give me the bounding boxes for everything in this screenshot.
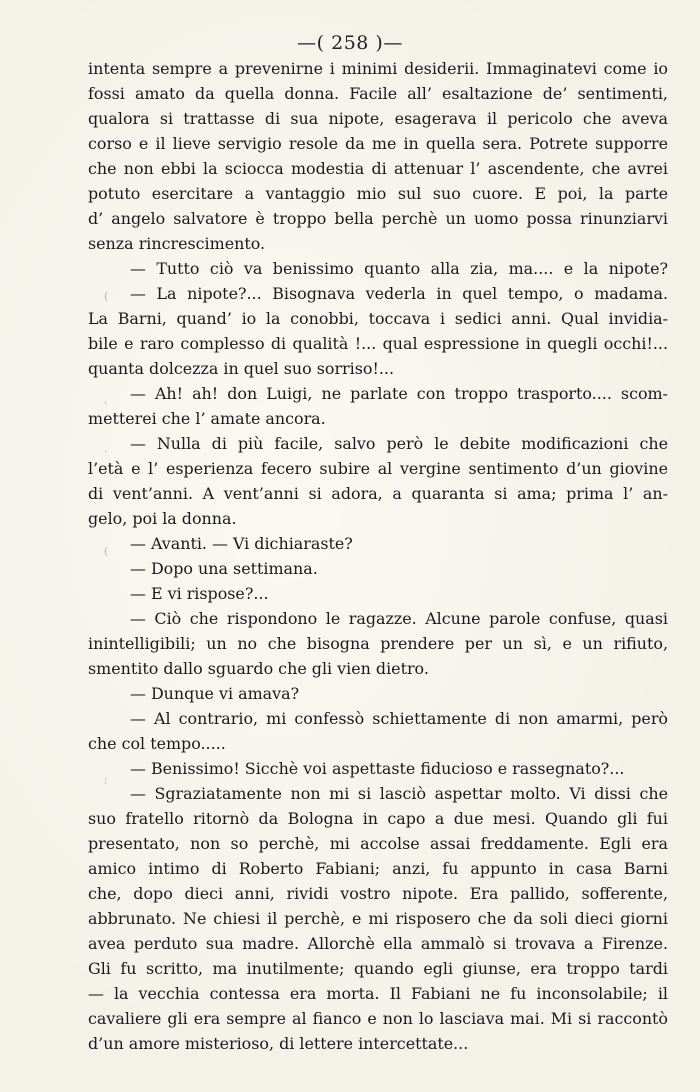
margin-speck: ; (104, 773, 108, 786)
text-line: — Avanti. — Vi dichiaraste? (130, 534, 353, 553)
text-line: potuto esercitare a vantaggio mio sul suo cuore. E poi, la parte (88, 184, 668, 203)
text-line: — Ah! ah! don Luigi, ne parlate con troppo trasporto.... scom- (130, 384, 668, 403)
margin-speck: ( (104, 545, 109, 558)
text-line: La Barni, quand’ io la conobbi, toccava i sedici anni. Qual invidia- (88, 309, 668, 328)
text-line: suo fratello ritornò da Bologna in capo a due mesi. Quando gli fui (88, 809, 668, 828)
text-line: — Benissimo! Sicchè voi aspettaste fiducioso e rassegnato?... (130, 759, 625, 778)
margin-speck: ( (104, 290, 109, 303)
page-number: —( 258 )— (297, 32, 403, 54)
text-line: — la vecchia contessa era morta. Il Fabiani ne fu inconsolabile; il (88, 984, 668, 1003)
text-line: corso e il lieve servigio resole da me in quella sera. Potrete supporre (88, 134, 668, 153)
text-line: metterei che l’ amate ancora. (88, 409, 326, 428)
text-line: — Dunque vi amava? (130, 684, 300, 703)
text-line: inintelligibili; un no che bisogna prendere per un sì, e un rifiuto, (88, 634, 668, 653)
text-line: amico intimo di Roberto Fabiani; anzi, fu appunto in casa Barni (88, 859, 668, 878)
text-line: intenta sempre a prevenirne i minimi desiderii. Immaginatevi come io (88, 59, 668, 78)
margin-speck: · (104, 445, 108, 458)
text-line: presentato, non so perchè, mi accolse assai freddamente. Egli era (88, 834, 668, 853)
text-line: — La nipote?... Bisognava vederla in quel tempo, o madama. (130, 284, 668, 303)
text-line: — Ciò che rispondono le ragazze. Alcune parole confuse, quasi (130, 609, 668, 628)
text-line: — E vi rispose?... (130, 584, 269, 603)
text-line: che non ebbi la sciocca modestia di attenuar l’ ascendente, che avrei (88, 159, 668, 178)
text-line: — Al contrario, mi confessò schiettamente di non amarmi, però (130, 709, 668, 728)
text-line: d’un amore misterioso, di lettere intercettate... (88, 1034, 469, 1053)
text-line: — Sgraziatamente non mi si lasciò aspettar molto. Vi dissi che (130, 784, 668, 803)
text-line: cavaliere gli era sempre al fianco e non lo lasciava mai. Mi si raccontò (88, 1009, 668, 1028)
text-line: — Nulla di più facile, salvo però le debite modificazioni che (130, 434, 668, 453)
text-line: gelo, poi la donna. (88, 509, 237, 528)
text-line: — Tutto ciò va benissimo quanto alla zia, ma.... e la nipote? (130, 259, 668, 278)
body-text (88, 56, 668, 1056)
text-line: Gli fu scritto, ma inutilmente; quando egli giunse, era troppo tardi (88, 959, 668, 978)
text-line: l’età e l’ esperienza fecero subire al vergine sentimento d’un giovine (88, 459, 668, 478)
text-line: senza rincrescimento. (88, 234, 266, 253)
margin-speck: , (104, 393, 108, 406)
text-line: che, dopo dieci anni, rividi vostro nipote. Era pallido, sofferente, (88, 884, 668, 903)
text-line: d’ angelo salvatore è troppo bella perchè un uomo possa rinunziarvi (88, 209, 668, 228)
text-line: smentito dallo sguardo che gli vien dietro. (88, 659, 429, 678)
text-line: di vent’anni. A vent’anni si adora, a quaranta si ama; prima l’ an- (88, 484, 668, 503)
text-line: avea perduto sua madre. Allorchè ella ammalò si trovava a Firenze. (88, 934, 668, 953)
text-line: fossi amato da quella donna. Facile all’ esaltazione de’ sentimenti, (88, 84, 668, 103)
text-line: quanta dolcezza in quel suo sorriso!... (88, 359, 394, 378)
text-line: — Dopo una settimana. (130, 559, 318, 578)
text-line: che col tempo..... (88, 734, 226, 753)
text-line: bile e raro complesso di qualità !... qual espressione in quegli occhi!... (88, 334, 668, 353)
text-line: qualora si trattasse di sua nipote, esagerava il pericolo che aveva (88, 109, 668, 128)
text-line: abbrunato. Ne chiesi il perchè, e mi risposero che da soli dieci giorni (88, 909, 668, 928)
